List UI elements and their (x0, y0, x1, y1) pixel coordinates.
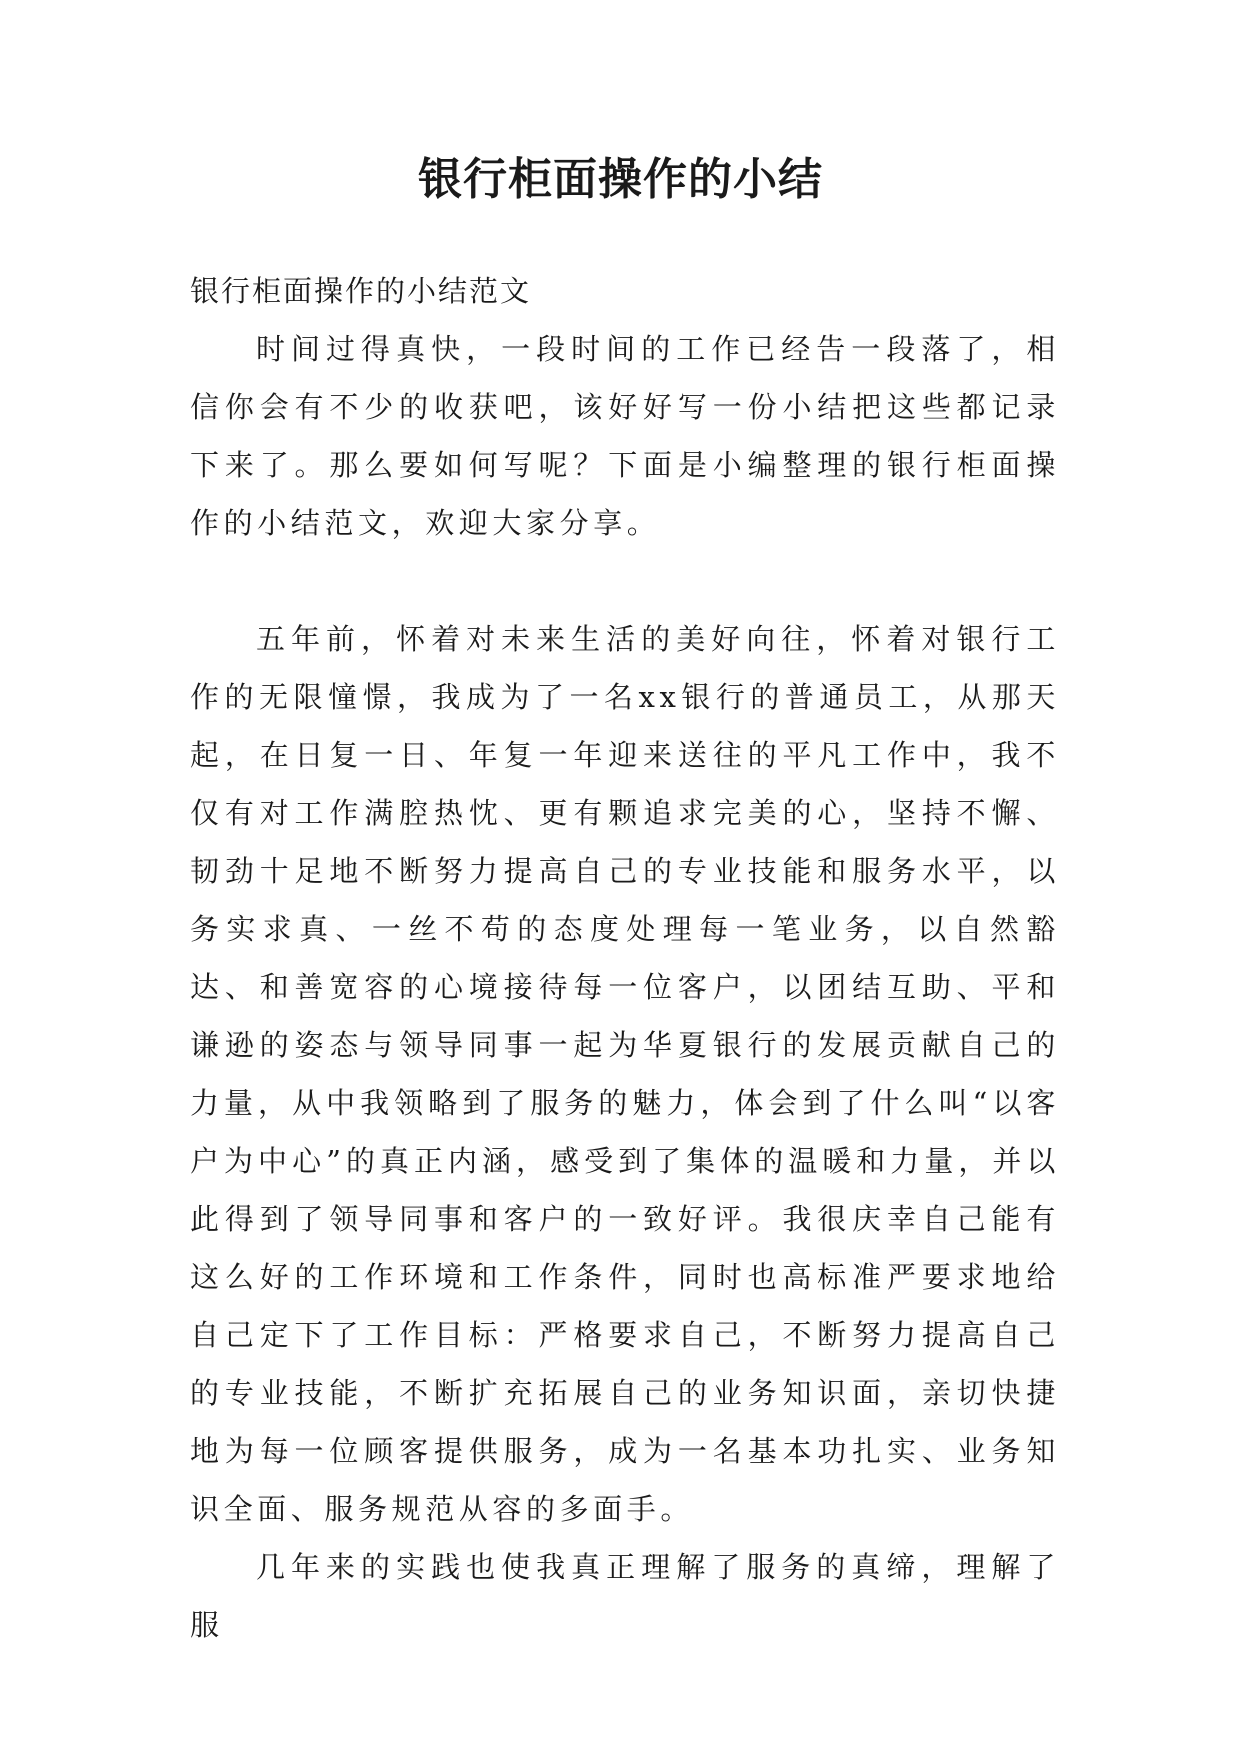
body-paragraph-1: 五年前，怀着对未来生活的美好向往，怀着对银行工作的无限憧憬，我成为了一名xx银行的普通员工，从那天起，在日复一日、年复一年迎来送往的平凡工作中，我不仅有对工作满腔热忱、更有颗追求完美的心，坚持不懈、韧劲十足地不断努力提高自己的专业技能和服务水平，以务实求真、一丝不苟的态度处理每一笔业务，以自然豁达、和善宽容的心境接待每一位客户，以团结互助、平和谦逊的姿态与领导同事一起为华夏银行的发展贡献自己的力量，从中我领略到了服务的魅力，体会到了什么叫“以客户为中心”的真正内涵，感受到了集体的温暖和力量，并以此得到了领导同事和客户的一致好评。我很庆幸自己能有这么好的工作环境和工作条件，同时也高标准严要求地给自己定下了工作目标：严格要求自己，不断努力提高自己的专业技能，不断扩充拓展自己的业务知识面，亲切快捷地为每一位顾客提供服务，成为一名基本功扎实、业务知识全面、服务规范从容的多面手。 (190, 622, 1060, 1526)
intro-paragraph: 时间过得真快，一段时间的工作已经告一段落了，相信你会有不少的收获吧，该好好写一份小结把这些都记录下来了。那么要如何写呢？下面是小编整理的银行柜面操作的小结范文，欢迎大家分享。 (190, 332, 1060, 540)
document-title: 银行柜面操作的小结 (418, 154, 823, 205)
body-paragraph-2: 几年来的实践也使我真正理解了服务的真缔，理解了服 (190, 1550, 1060, 1642)
document-body (190, 262, 1060, 1654)
document-subtitle: 银行柜面操作的小结范文 (190, 274, 532, 308)
paragraph-spacer (190, 552, 1060, 610)
